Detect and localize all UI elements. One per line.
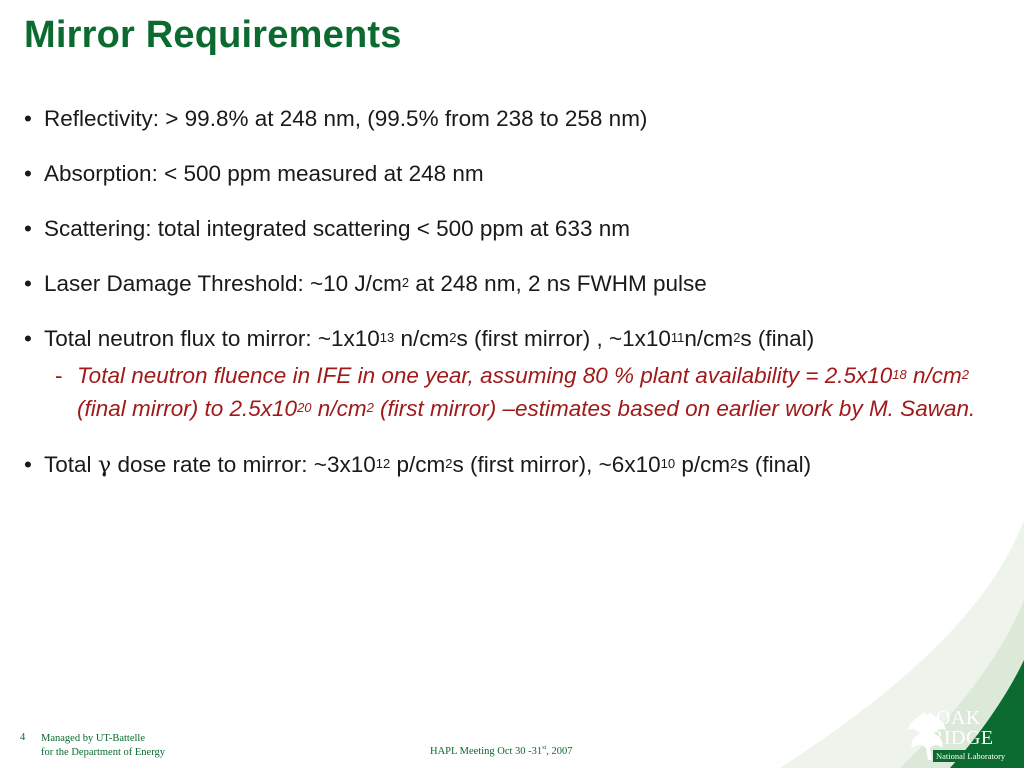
superscript: 11 [670,330,685,345]
superscript: 12 [375,456,391,471]
bullet-text-part: Total neutron flux to mirror: ~1x10 [44,326,380,351]
bullet-text-part: dose rate to mirror: ~3x10 [111,452,376,477]
meeting-ordinal: st [542,745,547,751]
bullet-marker: • [24,216,32,241]
slide-title: Mirror Requirements [24,14,402,56]
bullet-text-part: Total [44,452,98,477]
superscript: 2 [366,400,374,415]
bullet-marker: • [24,106,32,131]
footer-managed-by [41,732,165,760]
logo-ridge: RIDGE [930,727,994,749]
bullet-text-part: s (final) [740,326,815,351]
sub-text-part: n/cm [906,363,962,388]
bullet-absorption [24,159,1004,189]
superscript: 2 [445,456,453,471]
sub-text-part: n/cm [311,396,367,421]
managed-line-1: Managed by UT-Battelle [41,733,146,744]
bullet-marker: • [24,326,32,351]
managed-line-2: for the Department of Energy [41,747,166,758]
sub-text-part: (first mirror) –estimates based on earlier work by M. Sawan. [373,396,976,421]
bullet-text-part: s (first mirror) , ~1x10 [456,326,671,351]
bullet-reflectivity [24,104,1004,134]
bullet-text: Reflectivity: > 99.8% at 248 nm, (99.5% from 238 to 258 nm) [44,106,648,131]
bullet-text-part: p/cm [675,452,731,477]
superscript: 2 [961,367,970,382]
bullet-laser-damage [24,269,1004,299]
bullet-text-part: s (first mirror), ~6x10 [452,452,661,477]
logo-national-lab: National Laboratory [933,750,1008,762]
gamma-symbol: γ [97,452,112,478]
meeting-year: , 2007 [546,746,573,757]
superscript: 10 [660,456,676,471]
superscript: 13 [379,330,395,345]
bullet-text-part: at 248 nm, 2 ns FWHM pulse [409,271,707,296]
bullet-text-part: p/cm [390,452,446,477]
bullet-text-part: n/cm [394,326,450,351]
superscript: 20 [297,400,312,415]
superscript: 18 [892,367,907,382]
bullet-text-part: n/cm [684,326,734,351]
bullet-scattering [24,214,1004,244]
slide-number: 4 [20,732,26,743]
sub-bullet-marker: - [55,363,63,388]
bullet-neutron-flux [24,324,1004,354]
footer-meeting [430,746,572,757]
bullet-marker: • [24,271,32,296]
meeting-text: HAPL Meeting Oct 30 -31 [430,746,543,757]
superscript: 2 [449,330,457,345]
superscript: 2 [733,330,741,345]
sub-text-part: (final mirror) to 2.5x10 [77,396,298,421]
bullet-text: Scattering: total integrated scattering < 500 ppm at 633 nm [44,216,630,241]
bullet-list [24,104,1004,505]
bullet-gamma-dose [24,450,1004,480]
sub-text-part: Total neutron fluence in IFE in one year, assuming 80 % plant availability = 2.5x10 [77,363,893,388]
bullet-text: Absorption: < 500 ppm measured at 248 nm [44,161,484,186]
bullet-marker: • [24,452,32,477]
bullet-text-part: s (final) [737,452,812,477]
bullet-text-part: Laser Damage Threshold: ~10 J/cm [44,271,402,296]
superscript: 2 [401,275,410,290]
sub-bullet-neutron-fluence [24,359,1004,425]
superscript: 2 [730,456,738,471]
logo-oak: OAK [936,707,981,729]
bullet-marker: • [24,161,32,186]
